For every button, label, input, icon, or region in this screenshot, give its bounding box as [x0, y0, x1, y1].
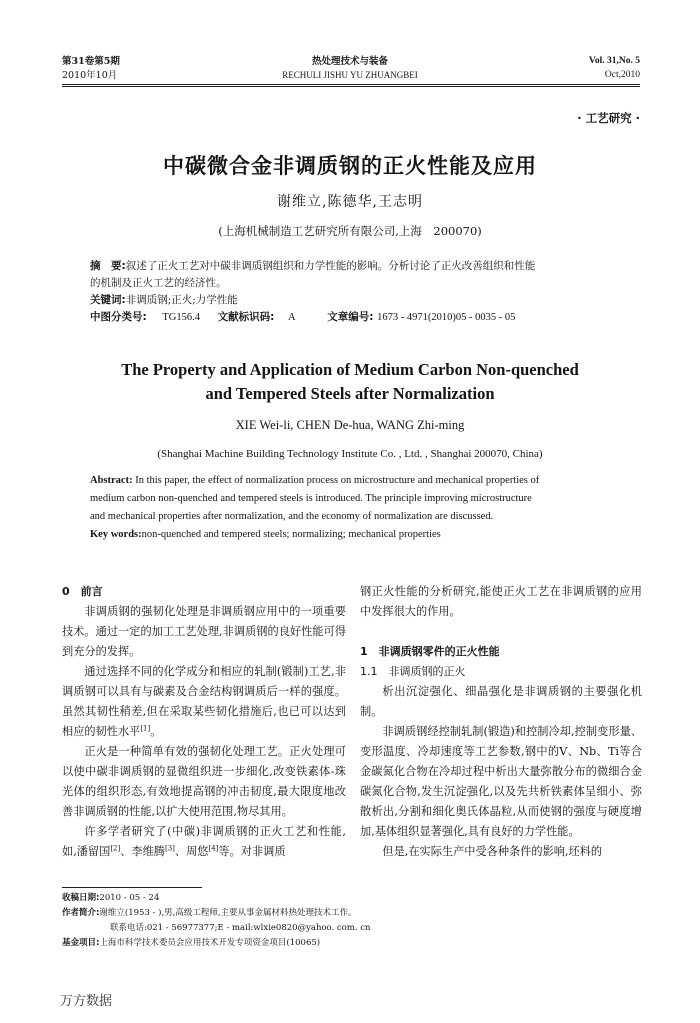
authors-cn: 谢维立,陈德华,王志明 [277, 194, 423, 210]
doc-code-value: A [288, 312, 296, 323]
received-label: 收稿日期: [62, 893, 100, 903]
paragraph [62, 662, 346, 742]
paragraph-text: 等。对非调质 [218, 845, 286, 858]
abstract-en-line-1: In this paper, the effect of normalization process on microstructure and mechanical properties of [135, 475, 540, 486]
author-bio-label: 作者简介: [62, 908, 100, 918]
paragraph-text: 许多学者研究了(中碳)非调质钢的正火工艺和性能,如,潘留国 [62, 825, 346, 858]
footnote-rule [62, 887, 202, 888]
fund-info: 上海市科学技术委员会应用技术开发专项资金项目(10065) [99, 938, 321, 948]
paragraph [62, 822, 346, 862]
right-column [360, 582, 642, 862]
citation[interactable]: [4] [208, 844, 219, 853]
abstract-cn-label: 摘 要: [90, 260, 126, 272]
watermark: 万方数据 [60, 994, 113, 1009]
abstract-cn-text-2: 的机制及正火工艺的经济性。 [90, 277, 227, 289]
paragraph-text: 通过选择不同的化学成分和相应的轧制(锻制)工艺,非调质钢可以具有与碳素及合金结构钢调质后一样的强度。虽然其韧性稍差,但在采取某些韧化措施后,也已可以达到相应的韧性水平 [62, 665, 346, 738]
header-volume: Vol. 31,No. 5 [588, 56, 640, 66]
left-column [62, 582, 346, 862]
keywords-en: non-quenched and tempered steels; normalizing; mechanical properties [141, 529, 441, 540]
contact-info: 联系电话:021 - 56977377;E - mail:wlxie0820@yahoo. com. cn [110, 923, 371, 933]
header-rule [62, 84, 640, 85]
abstract-en-line-3: and mechanical properties after normalization, and the economy of normalization are discussed. [90, 511, 494, 522]
title-en-line-2: and Tempered Steels after Normalization [205, 384, 495, 403]
paragraph: 正火是一种简单有效的强韧化处理工艺。正火处理可以使中碳非调质钢的显微组织进一步细化,改变铁素体-珠光体的组织形态,有效地提高钢的冲击韧度,最大限度地改善非调质钢的性能,以扩大使用范围,物尽其用。 [62, 745, 346, 818]
clc-value: TG156.4 [162, 312, 200, 323]
paragraph-text: 、李维腾 [120, 845, 165, 858]
header-journal-cn: 热处理技术与装备 [311, 56, 388, 67]
section-1-1-heading: 1.1 非调质钢的正火 [360, 665, 466, 678]
citation[interactable]: [3] [165, 844, 175, 853]
citation[interactable]: [2] [110, 844, 121, 853]
abstract-en-line-2: medium carbon non-quenched and tempered steels is introduced. The principle improving microstructure [90, 493, 532, 504]
paragraph: 析出沉淀强化、细晶强化是非调质钢的主要强化机制。 [360, 685, 642, 718]
column-tag: · 工艺研究 · [577, 111, 640, 125]
header-date-en: Oct,2010 [604, 70, 640, 80]
abstract-cn-text-1: 叙述了正火工艺对中碳非调质钢组织和力学性能的影响。分析讨论了正火改善组织和性能 [125, 260, 536, 272]
header-date-cn: 2010年10月 [62, 70, 118, 81]
article-number-value: 1673 - 4971(2010)05 - 0035 - 05 [377, 312, 516, 323]
keywords-cn: 非调质钢;正火;力学性能 [125, 294, 238, 306]
header-rule-2 [62, 86, 640, 87]
keywords-cn-label: 关键词: [90, 294, 126, 306]
header-issue: 第31卷第5期 [62, 56, 120, 67]
header-journal-en: RECHULI JISHU YU ZHUANGBEI [282, 70, 418, 80]
affiliation-en: (Shanghai Machine Building Technology Institute Co. , Ltd. , Shanghai 200070, China) [157, 448, 543, 460]
fund-label: 基金项目: [62, 938, 100, 948]
page-title: 中碳微合金非调质钢的正火性能及应用 [163, 154, 537, 178]
author-bio: 谢维立(1953 - ),男,高级工程师,主要从事金属材料热处理技术工作。 [99, 908, 357, 918]
citation[interactable]: [1] [140, 724, 151, 733]
paragraph: 钢正火性能的分析研究,能使正火工艺在非调质钢的应用中发挥很大的作用。 [360, 585, 642, 618]
section-1-heading: 1 非调质钢零件的正火性能 [360, 645, 500, 658]
footnotes [62, 891, 642, 951]
section-0-heading: 0 前言 [62, 585, 103, 598]
paragraph: 非调质钢经控制轧制(锻造)和控制冷却,控制变形量、变形温度、冷却速度等工艺参数,钢中的V、Nb、Ti等合金碳氮化合物在冷却过程中析出大量弥散分布的微细合金碳氮化合物,发生沉淀强化,以及先共析铁素体呈细小、弥散析出,分割和细化奥氏体晶粒,从而使钢的强度与硬度增加,基体组织显著强化,具有良好的力学性能。 [360, 725, 642, 838]
affiliation-cn: (上海机械制造工艺研究所有限公司,上海 200070) [218, 224, 482, 238]
paragraph: 但是,在实际生产中受各种条件的影响,坯料的 [382, 845, 603, 858]
title-en [0, 358, 700, 406]
paragraph-end: 。 [150, 725, 162, 738]
title-en-line-1: The Property and Application of Medium Carbon Non-quenched [121, 360, 579, 379]
abstract-cn [90, 258, 630, 326]
paragraph-text: 、周悠 [174, 845, 209, 858]
doc-code-label: 文献标识码: [217, 311, 275, 323]
clc-label: 中图分类号: [90, 311, 147, 323]
article-number-label: 文章编号: [327, 311, 374, 323]
abstract-en [90, 472, 635, 544]
abstract-en-label: Abstract: [90, 475, 133, 486]
paragraph: 非调质钢的强韧化处理是非调质钢应用中的一项重要技术。通过一定的加工工艺处理,非调质钢的良好性能可得到充分的发挥。 [62, 605, 346, 658]
received-date: 2010 - 05 - 24 [99, 893, 160, 903]
keywords-en-label: Key words: [90, 529, 142, 540]
authors-en: XIE Wei-li, CHEN De-hua, WANG Zhi-ming [235, 418, 465, 432]
